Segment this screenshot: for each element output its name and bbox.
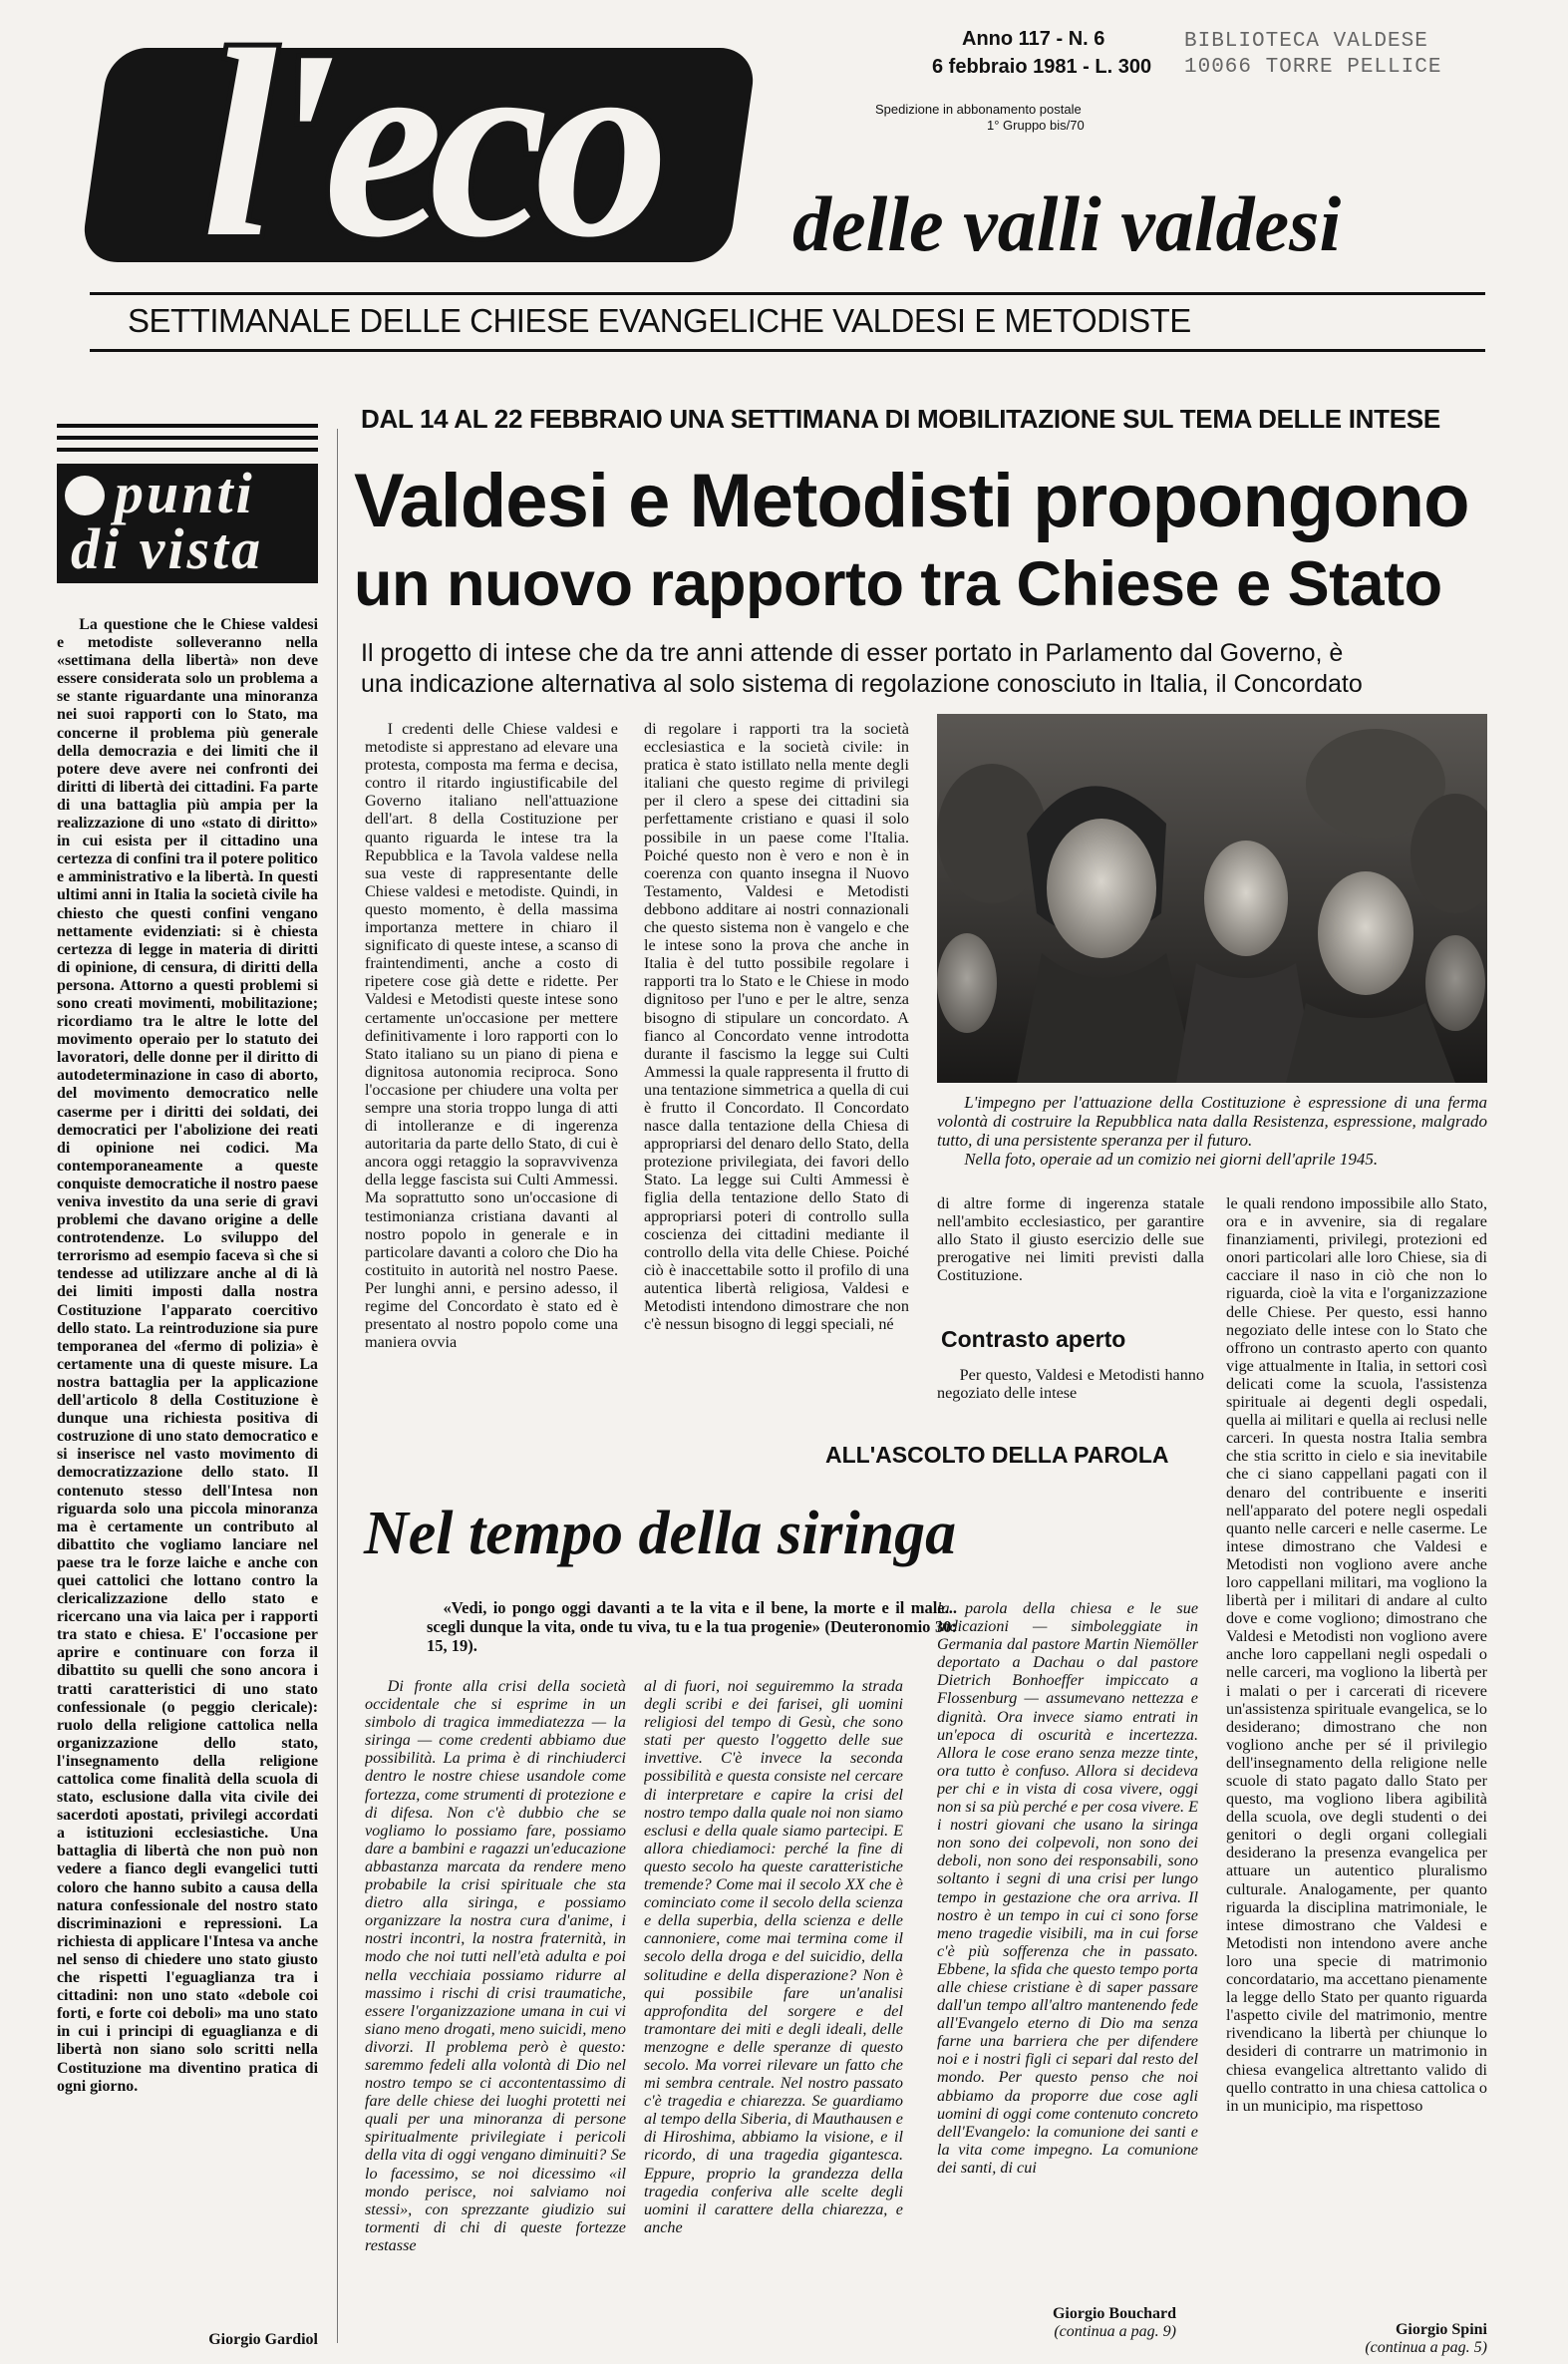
masthead-rule-bottom (90, 349, 1485, 352)
lead-kicker: DAL 14 AL 22 FEBBRAIO UNA SETTIMANA DI MOBILITAZIONE SUL TEMA DELLE INTESE (361, 404, 1440, 434)
logo-text: l'eco (201, 20, 656, 269)
lead-column-2: di regolare i rapporti tra la società ecclesiastica e la società civile: in pratica è stato istillato nella mente degli italiani che questo regime di privilegi per il clero a spese dei cittadini sia perfettamente cristiano e quasi il solo possibile in un paese come l'Italia. Poiché questo non è vero e non è in coerenza con quanto insegna il Nuovo Testamento, Valdesi e Metodisti debbono additare ai nostri connazionali che questo sistema non è vangelo e che le intese sono la prova che anche in Italia è del tutto possibile regolare i rapporti tra lo Stato e le Chiese in modo dignitoso per l'uno e per le altre, senza bisogno di stipulare un concordato. A fianco al Concordato venne introdotta durante il fascismo la legge sui Culti Ammessi la quale rappresenta il frutto di una tentazione simmetrica a quella di cui è frutto il Concordato. Il Concordato nasce dalla tentazione della Chiesa di appropriarsi del denaro dello Stato, della protezione privilegiata, dei favori dello Stato. La legge sui Culti Ammessi è figlia della tentazione dello Stato di appropriarsi poteri di controllo sulla coscienza dei cittadini mediante il controllo della vita delle Chiese. Poiché ciò è inaccettabile sotto il profilo di una autentica libertà religiosa, Valdesi e Metodisti intendono dimostrare che non c'è nessun bisogno di leggi speciali, né (644, 720, 909, 1334)
photo-caption: L'impegno per l'attuazione della Costituzione è espressione di una ferma volontà di costruire la Repubblica nata dalla Resistenza, espressione, malgrado tutto, di una persistente speranza per il futuro. (937, 1093, 1487, 1150)
library-stamp-line-1: BIBLIOTECA VALDESE (1184, 30, 1428, 53)
postal-line-1: Spedizione in abbonamento postale (875, 102, 1082, 117)
lead-deck-1: Il progetto di intese che da tre anni attende di esser portato in Parlamento dal Governo, è (361, 639, 1344, 667)
second-column-1: Di fronte alla crisi della società occidentale che si esprime in un simbolo di tragica immediatezza — la siringa — come credenti abbiamo due possibilità. La prima è di rinchiuderci dentro le nostre chiese usandole come fortezza, come strumenti di protezione e di difesa. Non c'è dubbio che se vogliamo lo possiamo fare, possiamo dare a bambini e ragazzi un'educazione abbastanza marcata da rendere meno probabile la crisi spirituale che sta dietro alla siringa, e possiamo organizzare la nostra cura d'anime, i nostri incontri, la nostra fraternità, in modo che noi tutti nell'età adulta e poi nella vecchiaia possiamo ridurre al massimo i rischi di crisi traumatiche, essere l'organizzazione umana in cui vi siano meno drogati, meno suicidi, meno divorzi. Il problema però è questo: saremmo fedeli alla volontà di Dio nel nostro tempo se ci accontentassimo di fare delle chiese dei luoghi protetti nei quali per una minoranza di persone spiritualmente privilegiate i pericoli della vita di oggi vengano diminuiti? Se lo facessimo, se noi dicessimo «il mondo perisce, noi salviamo noi stessi», con sprezzante giudizio sui tormenti di chi di queste fortezze restasse (365, 1677, 626, 2254)
sidebar-author: Giorgio Gardiol (208, 2331, 318, 2348)
lead-continued: (continua a pag. 5) (1365, 2339, 1487, 2356)
badge-line-2: di vista (71, 516, 264, 581)
postal-line-2: 1° Gruppo bis/70 (987, 118, 1085, 133)
second-column-2: al di fuori, noi seguiremmo la strada degli scribi e dei farisei, gli uomini religiosi del tempo di Gesù, che sono stati per questo l'oggetto delle sue invettive. C'è invece la seconda possibilità e questa consiste nel cercare di interpretare e capire la crisi del nostro tempo dalla quale noi non siamo esclusi e della quale siamo partecipi. E allora chiediamoci: perché la fine di questo secolo ha queste caratteristiche tremende? Come mai il secolo XX che è cominciato come il secolo della scienza e della superbia, della scienza e delle cannoniere, come mai termina come il secolo della droga e del suicidio, della solitudine e della disperazione? Non è qui possibile fare un'analisi approfondita del sorgere e del tramontare dei miti e degli ideali, delle menzogne e delle speranze di questo secolo. Ma vorrei rilevare un fatto che mi sembra centrale. Nel nostro passato c'è tragedia e chiarezza. Se guardiamo al tempo della Siberia, di Mauthausen e di Hiroshima, abbiamo la visione, e il ricordo, di una tragedia gigantesca. Eppure, proprio la grandezza della tragedia conferiva alle scelte degli uomini il carattere della chiarezza, e anche (644, 1677, 903, 2236)
photo-caption-2: Nella foto, operaie ad un comizio nei giorni dell'aprile 1945. (964, 1150, 1379, 1169)
lead-column-1: I credenti delle Chiese valdesi e metodiste si apprestano ad elevare una protesta, composta ma ferma e decisa, contro il ritardo ingiustificabile del Governo italiano nell'attuazione dell'art. 8 della Costituzione per quanto riguarda le intese tra la Repubblica e la Tavola valdese nella sua veste di rappresentante delle Chiese valdesi e metodiste. Quindi, in questo momento, è della massima importanza mettere in chiaro il significato di queste intese, a scanso di fraintendimenti, anche a costo di ripetere cose già dette e ridette. Per Valdesi e Metodisti queste intese sono certamente un'occasione per mettere definitivamente i loro rapporti con lo Stato italiano su un piano di piena e dignitosa autonomia reciproca. Sono l'occasione per chiudere una volta per sempre una storia troppo lunga di atti di intolleranze e di ingerenza autoritaria da parte dello Stato, di cui è ancora oggi retaggio la sopravvivenza della legge fascista sui Culti Ammessi. Ma soprattutto sono un'occasione di testimonianza cristiana davanti al nostro popolo in generale e in particolare davanti a coloro che Dio ha costituito in autorità nel nostro Paese. Per lunghi anni, e persino adesso, il regime del Concordato è stato ed è presentato al nostro popolo come una maniera ovvia (365, 720, 618, 1352)
sidebar-rule-1 (57, 424, 318, 428)
second-kicker: ALL'ASCOLTO DELLA PAROLA (825, 1442, 1169, 1468)
masthead-tagline: SETTIMANALE DELLE CHIESE EVANGELICHE VALDESI E METODISTE (128, 302, 1191, 339)
badge-line-1: punti (115, 461, 255, 525)
lead-deck-2: una indicazione alternativa al solo sistema di regolazione conosciuto in Italia, il Concordato (361, 670, 1363, 698)
rally-photo-image (937, 714, 1487, 1083)
lead-subhead: Contrasto aperto (941, 1326, 1126, 1352)
lead-column-3: di altre forme di ingerenza statale nell'ambito ecclesiastico, per garantire allo Stato il giusto esercizio delle sue prerogative nei limiti previsti dalla Costituzione. (937, 1194, 1204, 1285)
issue-number: Anno 117 - N. 6 (962, 28, 1105, 50)
sidebar-article-text: La questione che le Chiese valdesi e metodiste solleveranno nella «settimana della libertà» non deve essere considerata solo un problema a se stante riguardante una minoranza nei suoi rapporti con lo Stato, ma concerne il problema più generale della democrazia e dei limiti che il potere deve avere nei confronti dei diritti di libertà dei cittadini. Fa parte di una battaglia più ampia per la realizzazione di uno «stato di diritto» in cui esista per il cittadino una certezza di confini tra il potere politico e amministrativo e la libertà. In questi ultimi anni in Italia la società civile ha chiesto che questi confini vengano nettamente evidenziati: si è chiesta certezza di legge in materia di diritti di opinione, di censura, di diritti della persona. Attorno a questi problemi si sono creati movimenti, mobilitazione; ricordiamo tra le altre le lotte del movimento operaio per lo statuto dei lavoratori, delle donne per il diritto di autodeterminazione in caso di aborto, del movimento democratico nelle caserme per i diritti dei soldati, dei democratici per l'abolizione dei reati di opinione nei codici. Ma contemporaneamente a queste conquiste democratiche il nostro paese veniva investito da una serie di gravi problemi che davano origine a delle controtendenze. Lo sviluppo del terrorismo ad esempio faceva sì che si tendesse ad utilizzare anche al di là dei limiti imposti dalla nostra Costituzione l'apparato coercitivo dello stato. La reintroduzione sia pure temporanea del «fermo di polizia» è certamente una di queste misure. La nostra battaglia per la applicazione dell'articolo 8 della Costituzione è dunque una richiesta positiva di costruzione di uno stato democratico e si inserisce nel vasto movimento di democratizzazione dello stato. Il contenuto stesso dell'Intesa non riguarda solo una piccola minoranza ma è certamente un contributo al dibattito che vogliamo lanciare nel paese tra le forze laiche e anche con quei cattolici che lottano contro la clericalizzazione dello stato e ricercano una via laica per i rapporti tra stato e chiesa. E' l'occasione per aprire e continuare con forza il dibattito su quelli che sono ancora i tratti caratteristici di uno stato confessionale (o peggio clericale): ruolo della religione cattolica nella organizzazione dello stato, l'insegnamento della religione cattolica come finalità della scuola di stato, esclusione dalla vita civile dei sacerdoti apostati, privilegi accordati a istituzioni ecclesiastiche. Una battaglia di libertà che non può non vedere a fianco degli evangelici tutti coloro che hanno subito a causa della natura confessionale del nostro stato discriminazioni e repressioni. La richiesta di applicare l'Intesa va anche nel senso di chiedere uno stato giusto che rispetti l'eguaglianza tra i cittadini: non uno stato «debole coi forti, e forte coi deboli» ma uno stato in cui i principi di eguaglianza e di libertà non siano solo scritti nella Costituzione ma diventino pratica di ogni giorno. (57, 616, 318, 2095)
second-headline: Nel tempo della siringa (364, 1500, 957, 1567)
masthead-rule-top (90, 292, 1485, 295)
second-continued: (continua a pag. 9) (1054, 2323, 1176, 2340)
second-author: Giorgio Bouchard (1052, 2305, 1176, 2322)
library-stamp-line-2: 10066 TORRE PELLICE (1184, 56, 1442, 79)
badge-bullet (65, 476, 105, 515)
sidebar-rule-3 (57, 448, 318, 452)
lead-column-3b: Per questo, Valdesi e Metodisti hanno negoziato delle intese (937, 1366, 1204, 1403)
punti-di-vista-badge (57, 461, 318, 583)
lead-headline-2: un nuovo rapporto tra Chiese e Stato (354, 549, 1442, 619)
masthead (0, 0, 1568, 359)
second-column-3: la parola della chiesa e le sue indicazioni — simboleggiate in Germania dal pastore Martin Niemöller deportato a Dachau o dal pastore Dietrich Bonhoeffer impiccato a Flossenburg — assumevano nettezza e dignità. Ora invece siamo entrati in un'epoca di oscurità e incertezza. Allora le cose erano senza mezze tinte, ora tutto è confuso. Allora si decideva per chi e in vista di cosa vivere, oggi non si sa più perché e per cosa vivere. E i nostri giovani che usano la siringa non sono dei colpevoli, non sono dei deboli, non sono dei responsabili, sono soltanto i segni di una crisi per lungo tempo in gestazione che ora arriva. Il nostro è un tempo in cui ci sono forse meno tragedie visibili, ma in cui forse c'è più sofferenza che in passato. Ebbene, la sfida che questo tempo porta alle chiese cristiane è di saper passare dall'un tempo all'altro mantenendo fede all'Evangelo eterno di Dio ma senza farne una barriera che per difendere noi e i nostri figli ci separi dal resto del mondo. Per questo penso che noi abbiamo da proporre due cose agli uomini di oggi come contenuto concreto dell'Evangelo: la comunione dei santi e la vita come impegno. La comunione dei santi, di cui (937, 1599, 1198, 2177)
issue-date-price: 6 febbraio 1981 - L. 300 (932, 56, 1152, 78)
masthead-subtitle: delle valli valdesi (792, 180, 1342, 267)
rally-photo (937, 714, 1487, 1083)
lead-column-4: le quali rendono impossibile allo Stato, ora e in avvenire, sia di regalare finanziamenti, privilegi, protezioni ed onori particolari alle loro Chiese, sia di cacciare il naso in ciò che non lo riguarda, cioè la vita e l'organizzazione delle Chiese. Per questo, essi hanno negoziato delle intese con lo Stato che offrono un contrasto aperto con quanto vige attualmente in Italia, in settori così delicati come la scuola, l'assistenza spirituale ai degenti degli ospedali, quella ai militari e quella ai reclusi nelle carceri. In questa nostra Italia sembra che stia scritto in cielo e sia inevitabile che ci siano cappellani pagati con il denaro del contribuente e inseriti nell'apparato del potere negli ospedali quanto nelle carceri e nelle caserme. Le intese dimostrano che Valdesi e Metodisti non vogliono avere anche loro cappellani militari, ma vogliono la libertà per i militari di andare al culto dove e come vogliono; dimostrano che Valdesi e Metodisti non vogliono avere anche loro cappellani negli ospedali o nelle carceri, ma vogliono la libertà per i malati o per i carcerati di ricevere un'assistenza spirituale evangelica, se lo desiderano; dimostrano che non vogliono anche per sé il privilegio dell'insegnamento della religione nelle scuole di stato pagato dallo Stato per questo, ma vogliono libera agibilità della scuola, ove degli studenti o dei genitori o degli organi collegiali desiderano la presenza evangelica per attuare un autentico pluralismo culturale. Analogamente, per quanto riguarda la disciplina matrimoniale, le intese dimostrano che Valdesi e Metodisti non intendono avere anche loro una specie di matrimonio concordatario, ma accettano pienamente la legge dello Stato per quanto riguarda l'aspetto civile del matrimonio, mentre rivendicano la libertà per chiunque lo desideri di contrarre un matrimonio in chiesa evangelica altrettanto valido di quello contratto in una chiesa cattolica o in un municipio, ma rispettoso (1226, 1194, 1487, 2115)
lead-headline-1: Valdesi e Metodisti propongono (354, 459, 1469, 543)
sidebar-rule-2 (57, 436, 318, 440)
column-separator (337, 429, 338, 2343)
lead-author: Giorgio Spini (1395, 2321, 1487, 2338)
second-epigraph: «Vedi, io pongo oggi davanti a te la vita e il bene, la morte e il male... scegli dunque la vita, onde tu viva, tu e la tua progenie» (Deuteronomio 30: 15, 19). (427, 1598, 957, 1655)
